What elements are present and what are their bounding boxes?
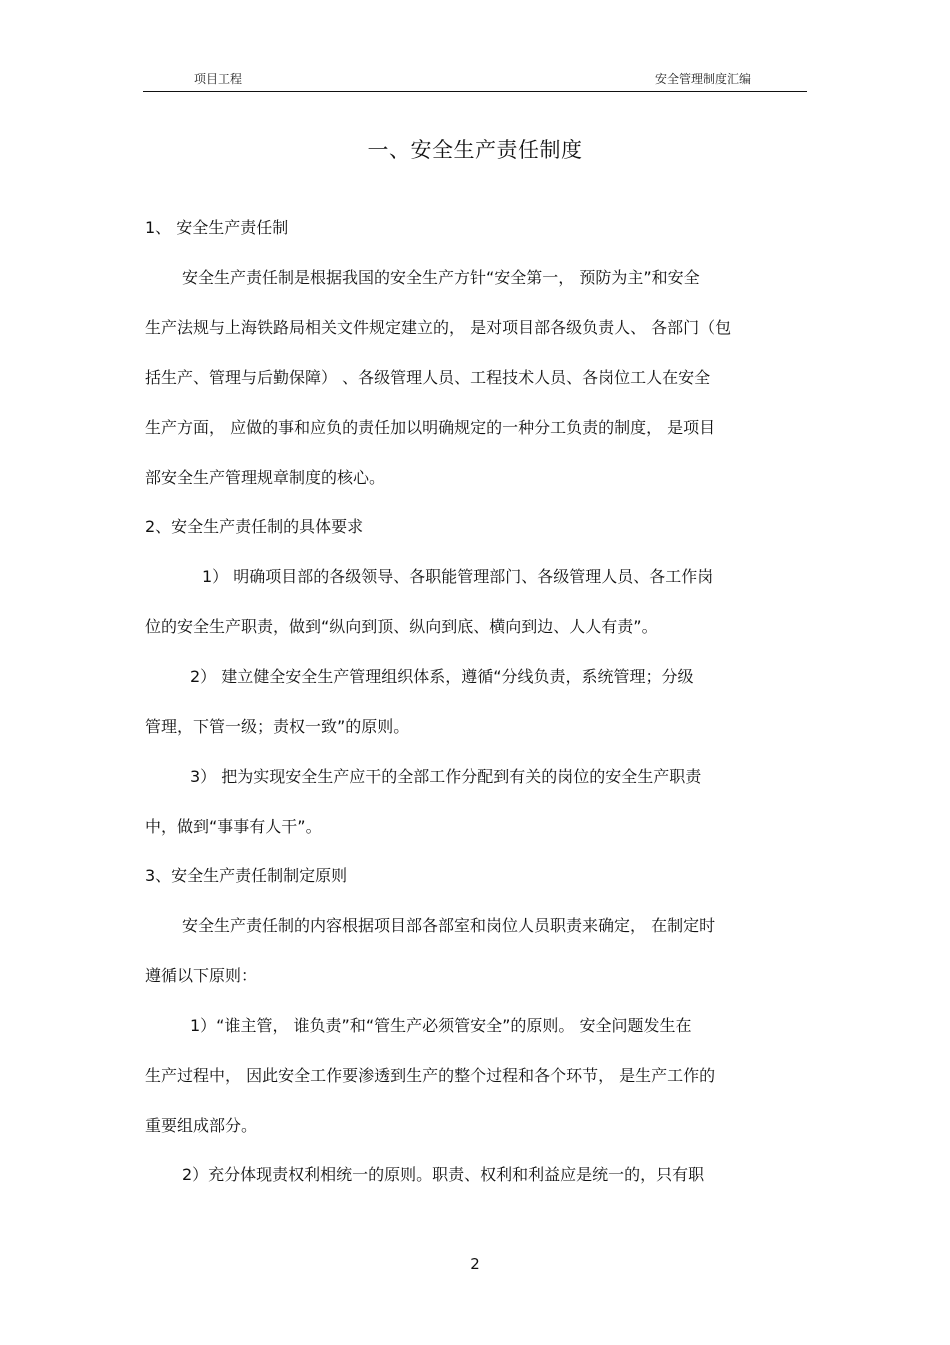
- list-item-line: 2）充分体现责权利相统一的原则。职责、权利和利益应是统一的，只有职: [182, 1165, 705, 1184]
- header-right-text: 安全管理制度汇编: [655, 72, 752, 86]
- list-item-line: 1）“谁主管， 谁负责”和“管生产必须管安全”的原则。 安全问题发生在: [190, 1016, 692, 1035]
- paragraph-line: 部安全生产管理规章制度的核心。: [145, 468, 386, 487]
- paragraph-line: 安全生产责任制是根据我国的安全生产方针“安全第一， 预防为主”和安全: [182, 268, 700, 287]
- page-number: 2: [470, 1255, 480, 1273]
- header-left-text: 项目工程: [194, 72, 243, 86]
- list-item-line: 中，做到“事事有人干”。: [145, 817, 322, 836]
- page-title: 一、安全生产责任制度: [367, 138, 583, 162]
- paragraph-line: 括生产、管理与后勤保障） 、各级管理人员、工程技术人员、各岗位工人在安全: [145, 368, 711, 387]
- paragraph-line: 安全生产责任制的内容根据项目部各部室和岗位人员职责来确定， 在制定时: [182, 916, 716, 935]
- paragraph-line: 生产法规与上海铁路局相关文件规定建立的， 是对项目部各级负责人、 各部门（包: [145, 318, 732, 337]
- list-item-line: 重要组成部分。: [145, 1116, 258, 1135]
- list-item-line: 1） 明确项目部的各级领导、各职能管理部门、各级管理人员、各工作岗: [202, 567, 714, 586]
- list-item-line: 2） 建立健全安全生产管理组织体系，遵循“分线负责，系统管理；分级: [190, 667, 694, 686]
- section-heading-2: 2、安全生产责任制的具体要求: [145, 517, 364, 536]
- paragraph-line: 遵循以下原则：: [145, 966, 258, 985]
- section-heading-1: 1、 安全生产责任制: [145, 218, 289, 237]
- header-divider: [143, 91, 807, 92]
- list-item-line: 位的安全生产职责，做到“纵向到顶、纵向到底、横向到边、人人有责”。: [145, 617, 658, 636]
- list-item-line: 3） 把为实现安全生产应干的全部工作分配到有关的岗位的安全生产职责: [190, 767, 702, 786]
- section-heading-3: 3、安全生产责任制制定原则: [145, 866, 348, 885]
- list-item-line: 生产过程中， 因此安全工作要渗透到生产的整个过程和各个环节， 是生产工作的: [145, 1066, 716, 1085]
- list-item-line: 管理，下管一级；责权一致”的原则。: [145, 717, 410, 736]
- paragraph-line: 生产方面， 应做的事和应负的责任加以明确规定的一种分工负责的制度， 是项目: [145, 418, 716, 437]
